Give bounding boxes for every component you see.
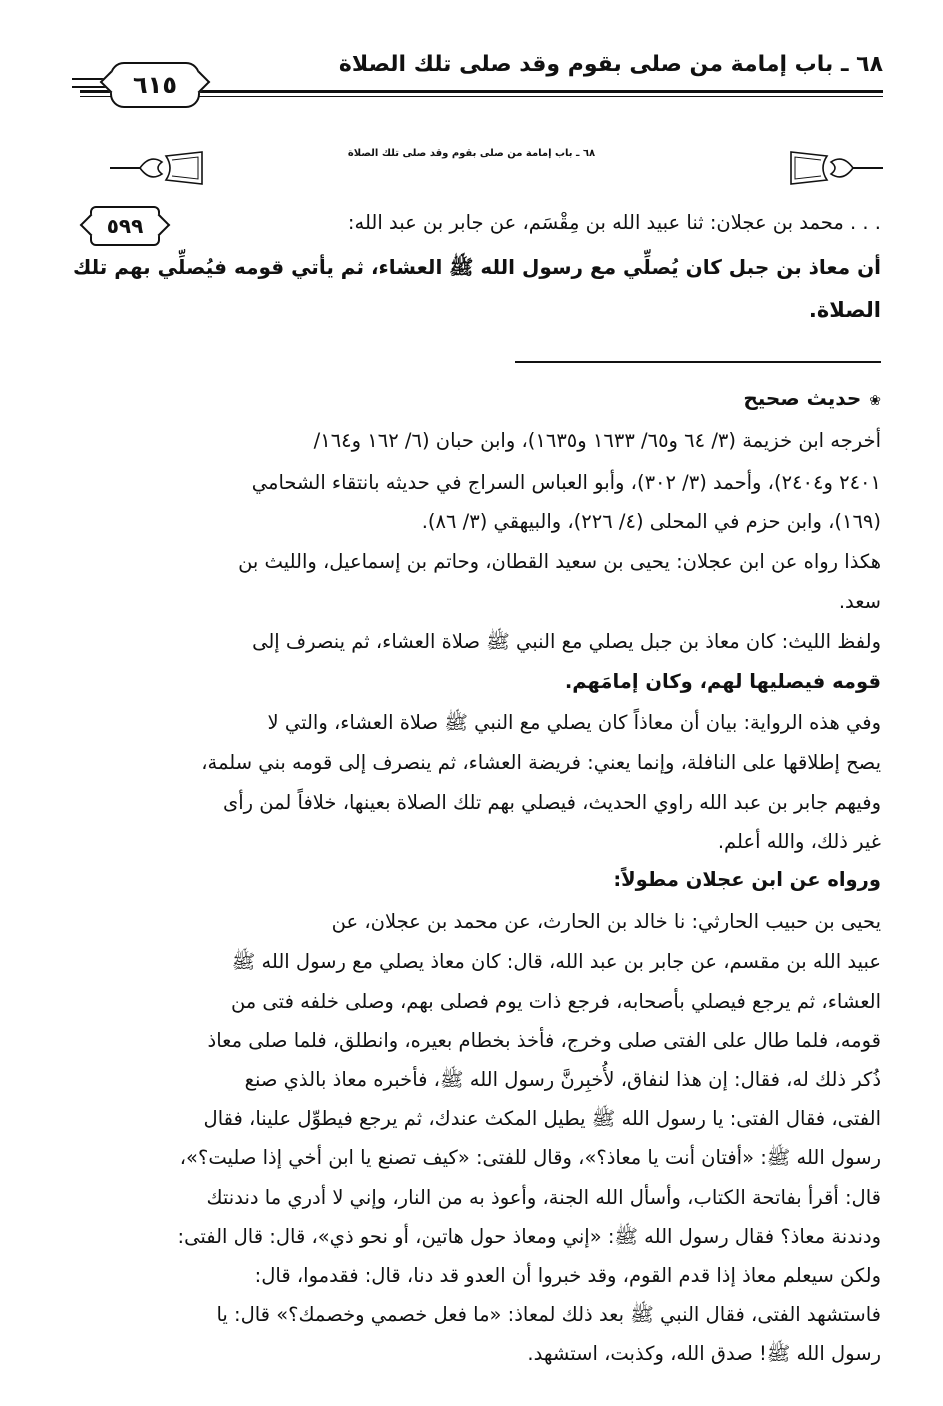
chapter-title: ٦٨ ـ باب إمامة من صلى بقوم وقد صلى تلك الصلاة — [347, 148, 596, 159]
commentary-line: قومه، فلما طال على الفتى صلى وخرج، فأخذ بخطام بعيره، وانطلق، فلما صلى معاذ — [207, 1029, 881, 1052]
commentary-line: الفتى، فقال الفتى: يا رسول الله ﷺ يطيل المكث عندك، ثم يرجع فيطوِّل علينا، فقال — [203, 1107, 881, 1130]
commentary-line: العشاء، ثم يرجع فيصلي بأصحابه، فرجع ذات يوم فصلى بهم، وصلى خلفه فتى من — [230, 990, 881, 1013]
running-header-title: ٦٨ ـ باب إمامة من صلى بقوم وقد صلى تلك الصلاة — [338, 52, 883, 77]
page-number: ٦١٥ — [110, 62, 200, 108]
hadith-grade — [743, 386, 881, 410]
commentary-line: سعد. — [838, 590, 881, 613]
hadith-matn-line: أن معاذ بن جبل كان يُصلِّي مع رسول الله ﷺ العشاء، ثم يأتي قومه فيُصلِّي بهم تلك — [73, 255, 881, 279]
ornament-icon: ❀ — [869, 393, 881, 409]
commentary-line: ودندنة معاذ؟ فقال رسول الله ﷺ: «إني ومعاذ حول هاتين، أو نحو ذي»، قال: قال الفتى: — [177, 1225, 881, 1248]
hadith-number: ٥٩٩ — [90, 206, 160, 246]
commentary-line: فاستشهد الفتى، فقال النبي ﷺ بعد ذلك لمعاذ: «ما فعل خصمي وخصمك؟» قال: يا — [216, 1303, 881, 1326]
commentary-line: يصح إطلاقها على النافلة، وإنما يعني: فريضة العشاء، ثم ينصرف إلى قومه بني سلمة، — [201, 751, 881, 774]
commentary-line: غير ذلك، والله أعلم. — [717, 830, 881, 853]
ornament-right-icon — [787, 148, 883, 188]
hadith-isnad: . . . محمد بن عجلان: ثنا عبيد الله بن مِقْسَم، عن جابر بن عبد الله: — [347, 211, 881, 234]
commentary-line: وفي هذه الرواية: بيان أن معاذاً كان يصلي مع النبي ﷺ صلاة العشاء، والتي لا — [267, 711, 881, 734]
commentary-subheading: ورواه عن ابن عجلان مطولاً: — [613, 868, 881, 891]
commentary-line: رسول الله ﷺ! صدق الله، وكذبت، استشهد. — [527, 1342, 881, 1365]
commentary-line: قومه فيصليها لهم، وكان إمامَهم. — [564, 670, 881, 693]
commentary-line: ٢٤٠١ و٢٤٠٤)، وأحمد (٣/ ٣٠٢)، وأبو العباس السراج في حديثه بانتقاء الشحامي — [251, 471, 881, 494]
commentary-line: أخرجه ابن خزيمة (٣/ ٦٤ و٦٥/ ١٦٣٣ و١٦٣٥)، وابن حبان (٦/ ١٦٢ و١٦٤/ — [313, 429, 881, 452]
ornament-left-icon — [110, 148, 206, 188]
commentary-line: يحيى بن حبيب الحارثي: نا خالد بن الحارث، عن محمد بن عجلان، عن — [331, 910, 881, 933]
commentary-line: ولكن سيعلم معاذ إذا قدم القوم، وقد خبروا أن العدو قد دنا، قال: فقدموا، قال: — [254, 1264, 881, 1287]
commentary-line: قال: أقرأ بفاتحة الكتاب، وأسأل الله الجنة، وأعوذ به من النار، وإني لا أدري ما دندنتك — [206, 1186, 881, 1209]
commentary-line: ولفظ الليث: كان معاذ بن جبل يصلي مع النبي ﷺ صلاة العشاء، ثم ينصرف إلى — [252, 630, 881, 653]
commentary-line: وفيهم جابر بن عبد الله راوي الحديث، فيصلي بهم تلك الصلاة بعينها، خلافاً لمن رأى — [222, 791, 881, 814]
hadith-matn-line: الصلاة. — [808, 298, 881, 322]
header-rule-thin — [80, 96, 883, 97]
commentary-line: عبيد الله بن مقسم، عن جابر بن عبد الله، قال: كان معاذ يصلي مع رسول الله ﷺ — [231, 950, 881, 973]
commentary-line: ذُكر ذلك له، فقال: إن هذا لنفاق، لأُخبِرنَّ رسول الله ﷺ، فأخبره معاذ بالذي صنع — [244, 1068, 881, 1091]
commentary-line: هكذا رواه عن ابن عجلان: يحيى بن سعيد القطان، وحاتم بن إسماعيل، والليث بن — [238, 550, 881, 573]
separator-rule — [515, 361, 881, 363]
commentary-line: (١٦٩)، وابن حزم في المحلى (٤/ ٢٢٦)، والبيهقي (٣/ ٨٦). — [421, 510, 881, 533]
commentary-line: رسول الله ﷺ: «أفتان أنت يا معاذ؟»، وقال للفتى: «كيف تصنع يا ابن أخي إذا صليت؟»، — [179, 1146, 881, 1169]
grade-label: حديث صحيح — [743, 386, 862, 410]
